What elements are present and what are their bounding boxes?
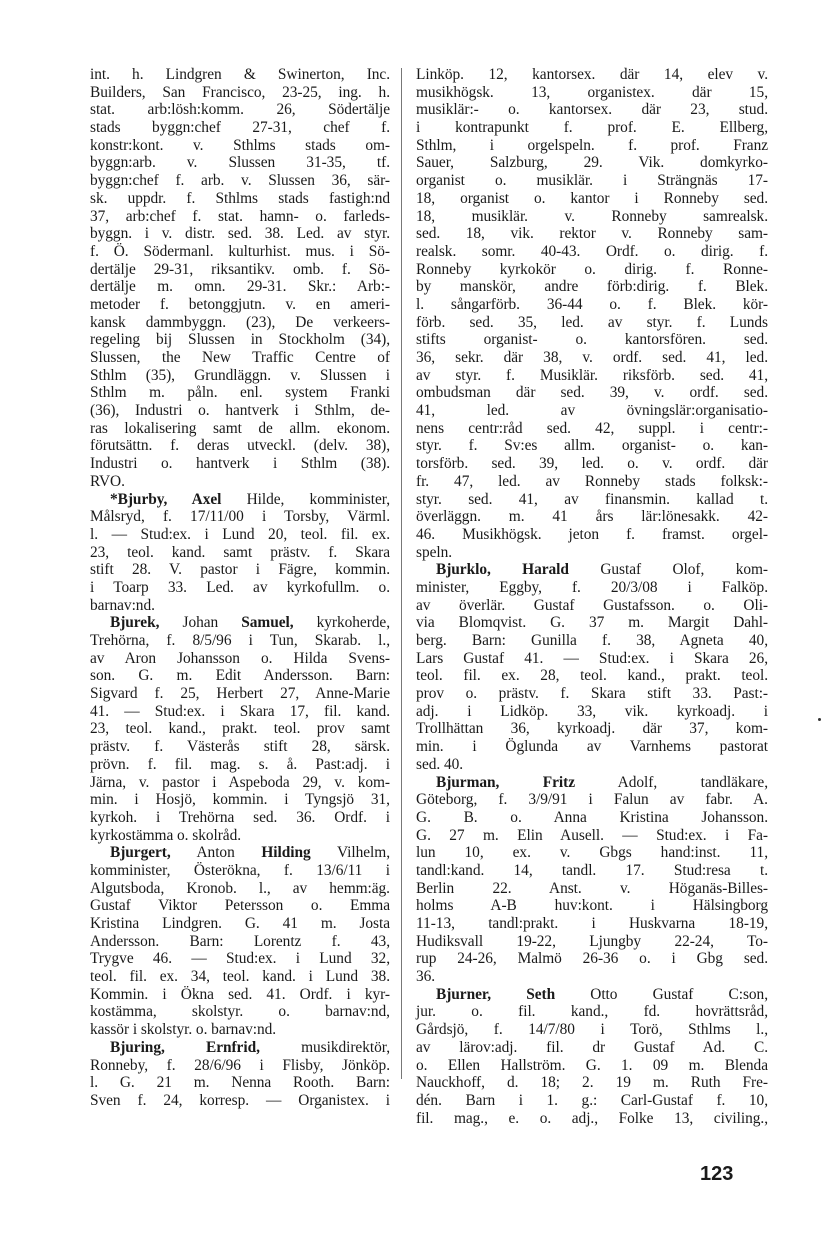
text-line: [416, 862, 768, 880]
text-line: [90, 968, 390, 986]
entry-text: nens centr:råd sed. 42, suppl. i centr:-: [416, 419, 768, 437]
entry-text: i Toarp 33. Led. av kyrkofullm. o.: [90, 578, 390, 596]
entry-text: musikdirektör,: [259, 1038, 390, 1056]
text-line: [416, 880, 768, 898]
text-line: [90, 844, 390, 862]
entry-text: av överlär. Gustaf Gustafsson. o. Oli-: [416, 596, 768, 614]
entry-text: Anton: [170, 844, 262, 862]
entry-text: Lars Gustaf 41. — Stud:ex. i Skara 26,: [416, 649, 768, 667]
text-line: [416, 349, 768, 367]
entry-text: Industri o. hantverk i Sthlm (38).: [90, 455, 390, 473]
text-line: [90, 314, 390, 332]
entry-text: Sauer, Salzburg, 29. Vik. domkyrko-: [416, 154, 768, 172]
entry-text: min. i Hosjö, kommin. i Tyngsjö 31,: [90, 791, 390, 809]
text-line: [416, 420, 768, 438]
entry-text: dertälje 29-31, riksantikv. omb. f. Sö-: [90, 260, 390, 278]
text-line: [90, 101, 390, 119]
text-line: [416, 314, 768, 332]
entry-text: Trehörna, f. 8/5/96 i Tun, Skarab. l.,: [90, 632, 390, 649]
text-line: [90, 66, 390, 84]
text-line: [90, 1039, 390, 1057]
entry-text: Gårdsjö, f. 14/7/80 i Torö, Sthlms l.,: [416, 1021, 768, 1039]
text-line: [416, 1039, 768, 1057]
text-line: [90, 1021, 390, 1039]
entry-text: Göteborg, f. 3/9/91 i Falun av fabr. A.: [416, 791, 768, 809]
text-line: [416, 1074, 768, 1092]
text-line: [416, 950, 768, 968]
text-line: [416, 720, 768, 738]
text-line: [90, 667, 390, 685]
entry-text: ras lokalisering samt de allm. ekonom.: [90, 419, 390, 437]
text-line: [90, 950, 390, 968]
entry-text: int. h. Lindgren & Swinerton, Inc.: [90, 66, 390, 83]
entry-text: Johan: [159, 614, 242, 632]
entry-text: berg. Barn: Gunilla f. 38, Agneta 40,: [416, 632, 768, 649]
entry-text: Linköp. 12, kantorsex. där 14, elev v.: [416, 66, 768, 83]
entry-text: Kommin. i Ökna sed. 41. Ordf. i kyr-: [90, 985, 390, 1003]
entry-text: regeling bij Slussen in Stockholm (34),: [90, 331, 390, 349]
text-line: [416, 1003, 768, 1021]
entry-text: Gustaf Viktor Petersson o. Emma: [90, 897, 390, 915]
text-line: [416, 579, 768, 597]
entry-text: lun 10, ex. v. Gbgs hand:inst. 11,: [416, 844, 768, 862]
entry-text: stifts organist- o. kantorsfören. sed.: [416, 331, 768, 349]
text-line: [90, 774, 390, 792]
entry-headword: Bjurklo, Harald: [436, 561, 569, 579]
entry-text: rup 24-26, Malmö 26-36 o. i Gbg sed.: [416, 950, 768, 968]
entry-text: (36), Industri o. hantverk i Sthlm, de-: [90, 402, 390, 420]
text-line: [90, 296, 390, 314]
entry-text: av styr. f. Musiklär. riksförb. sed. 41,: [416, 366, 768, 384]
text-line: [416, 278, 768, 296]
entry-text: min. i Öglunda av Varnhems pastorat: [416, 738, 768, 756]
text-line: [90, 720, 390, 738]
entry-text: Berlin 22. Anst. v. Höganäs-Billes-: [416, 879, 768, 897]
text-line: [90, 862, 390, 880]
text-line: [416, 154, 768, 172]
text-line: [90, 225, 390, 243]
entry-text: sk. uppdr. f. Sthlms stads fastigh:nd: [90, 189, 390, 207]
text-line: [90, 791, 390, 809]
entry-text: jur. o. fil. kand., fd. hovrättsråd,: [416, 1003, 768, 1021]
entry-text: G. B. o. Anna Kristina Johansson.: [416, 808, 768, 826]
text-line: [90, 809, 390, 827]
entry-text: Sigvard f. 25, Herbert 27, Anne-Marie: [90, 685, 390, 703]
entry-text: fr. 47, led. av Ronneby stads folksk:-: [416, 472, 768, 490]
text-line: [416, 774, 768, 792]
entry-headword: Hilding: [261, 844, 311, 862]
entry-text: musiklär:- o. kantorsex. där 23, stud.: [416, 101, 768, 119]
text-line: [416, 367, 768, 385]
entry-headword: *Bjurby, Axel: [110, 490, 222, 508]
entry-text: son. G. m. Edit Andersson. Barn:: [90, 667, 390, 685]
entry-text: styr. sed. 41, av finansmin. kallad t.: [416, 490, 768, 508]
entry-text: barnav:nd.: [90, 596, 155, 614]
entry-text: i kontrapunkt f. prof. E. Ellberg,: [416, 119, 768, 137]
text-line: [416, 650, 768, 668]
entry-text: speln.: [416, 543, 453, 561]
entry-text: 18, organist o. kantor i Ronneby sed.: [416, 189, 768, 207]
entry-text: kassör i skolstyr. o. barnav:nd.: [90, 1021, 277, 1039]
entry-text: Gustaf Olof, kom-: [568, 561, 768, 579]
text-line: [416, 243, 768, 261]
entry-text: holms A-B huv:kont. i Hälsingborg: [416, 897, 768, 915]
text-line: [416, 632, 768, 650]
text-line: [416, 384, 768, 402]
entry-text: Målsryd, f. 17/11/00 i Torsby, Värml.: [90, 508, 390, 526]
entry-text: 36, sekr. där 38, v. ordf. sed. 41, led.: [416, 349, 768, 366]
text-line: [90, 455, 390, 473]
entry-text: 11-13, tandl:prakt. i Huskvarna 18-19,: [416, 915, 768, 932]
entry-text: f. Ö. Södermanl. kulturhist. mus. i Sö-: [90, 242, 390, 260]
entry-text: Vilhelm,: [310, 844, 390, 862]
text-line: [90, 703, 390, 721]
text-line: [90, 367, 390, 385]
text-line: [416, 491, 768, 509]
text-line: [416, 225, 768, 243]
entry-text: styr. f. Sv:es allm. organist- o. kan-: [416, 437, 768, 455]
entry-text: Algutsboda, Kronob. l., av hemm:äg.: [90, 879, 390, 897]
text-line: [416, 791, 768, 809]
text-line: [90, 473, 390, 491]
entry-text: stat. arb:lösh:komm. 26, Södertälje: [90, 101, 390, 119]
text-line: [416, 1057, 768, 1075]
text-line: [416, 526, 768, 544]
entry-text: realsk. somr. 40-43. Ordf. o. dirig. f.: [416, 242, 768, 260]
entry-text: G. 27 m. Elin Ausell. — Stud:ex. i Fa-: [416, 826, 768, 844]
text-line: [90, 1092, 390, 1110]
text-line: [416, 544, 768, 562]
entry-text: Adolf, tandläkare,: [575, 773, 768, 791]
entry-text: sed. 40.: [416, 755, 464, 773]
text-line: [416, 208, 768, 226]
text-line: [416, 508, 768, 526]
text-line: [416, 827, 768, 845]
right-column: [416, 66, 768, 1127]
entry-text: ombudsman där sed. 39, v. ordf. sed.: [416, 384, 768, 402]
entry-headword: Bjurek,: [110, 614, 160, 632]
entry-text: l. G. 21 m. Nenna Rooth. Barn:: [90, 1074, 390, 1092]
entry-text: Hilde, komminister,: [221, 490, 390, 508]
entry-text: stads byggn:chef 27-31, chef f.: [90, 119, 390, 137]
entry-text: Nauckhoff, d. 18; 2. 19 m. Ruth Fre-: [416, 1074, 768, 1092]
text-line: [416, 261, 768, 279]
entry-headword: Bjurner, Seth: [436, 985, 556, 1003]
entry-text: Kristina Lindgren. G. 41 m. Josta: [90, 915, 390, 932]
entry-headword: Samuel,: [241, 614, 294, 632]
text-line: [90, 526, 390, 544]
text-line: [90, 827, 390, 845]
text-line: [90, 84, 390, 102]
text-line: [416, 190, 768, 208]
entry-text: Sthlm m. påln. enl. system Franki: [90, 384, 390, 402]
entry-text: l. — Stud:ex. i Lund 20, teol. fil. ex.: [90, 525, 390, 543]
text-line: [416, 331, 768, 349]
text-line: [416, 1092, 768, 1110]
left-column: [90, 66, 390, 1110]
entry-text: o. Ellen Hallström. G. 1. 09 m. Blenda: [416, 1056, 768, 1074]
text-line: [90, 897, 390, 915]
text-line: [90, 915, 390, 933]
entry-text: RVO.: [90, 472, 125, 490]
entry-text: Sven f. 24, korresp. — Organistex. i: [90, 1091, 390, 1109]
text-line: [90, 597, 390, 615]
text-line: [90, 1003, 390, 1021]
entry-text: av lärov:adj. fil. dr Gustaf Ad. C.: [416, 1038, 768, 1056]
text-line: [416, 844, 768, 862]
entry-text: förb. sed. 35, led. av styr. f. Lunds: [416, 313, 768, 331]
entry-text: 37, arb:chef f. stat. hamn- o. farleds-: [90, 207, 390, 225]
entry-text: adj. i Lidköp. 33, vik. kyrkoadj. i: [416, 702, 768, 720]
text-line: [416, 809, 768, 827]
text-line: [90, 933, 390, 951]
text-line: [90, 579, 390, 597]
text-line: [416, 137, 768, 155]
text-line: [416, 119, 768, 137]
text-line: [416, 473, 768, 491]
text-line: [416, 703, 768, 721]
text-line: [90, 208, 390, 226]
text-line: [416, 915, 768, 933]
entry-text: byggn:chef f. arb. v. Slussen 36, sär-: [90, 172, 390, 190]
entry-text: musikhögsk. 13, organistex. där 15,: [416, 83, 768, 101]
entry-text: minister, Eggby, f. 20/3/08 i Falköp.: [416, 578, 768, 596]
entry-text: byggn. i v. distr. sed. 38. Led. av styr.: [90, 225, 390, 243]
entry-text: fil. mag., e. o. adj., Folke 13, civiling.,: [416, 1109, 768, 1127]
entry-text: kyrkoh. i Trehörna sed. 36. Ordf. i: [90, 808, 390, 826]
entry-text: l. sångarförb. 36-44 o. f. Blek. kör-: [416, 295, 768, 313]
text-line: [90, 243, 390, 261]
entry-text: via Blomqvist. G. 37 m. Margit Dahl-: [416, 614, 768, 632]
entry-text: teol. fil. ex. 28, teol. kand., prakt. teol.: [416, 667, 768, 685]
entry-text: kansk dammbyggn. (23), De verkeers-: [90, 313, 390, 331]
text-line: [90, 738, 390, 756]
text-line: [416, 897, 768, 915]
text-line: [416, 296, 768, 314]
text-line: [90, 137, 390, 155]
entry-text: stift 28. V. pastor i Fägre, kommin.: [90, 561, 390, 579]
entry-text: 41. — Stud:ex. i Skara 17, fil. kand.: [90, 702, 390, 720]
text-line: [90, 1074, 390, 1092]
entry-text: byggn:arb. v. Slussen 31-35, tf.: [90, 154, 390, 172]
text-line: [90, 1057, 390, 1075]
text-line: [90, 508, 390, 526]
text-line: [90, 154, 390, 172]
entry-text: Andersson. Barn: Lorentz f. 43,: [90, 932, 390, 950]
text-line: [416, 968, 768, 986]
entry-text: 41, led. av övningslär:organisatio-: [416, 402, 768, 420]
entry-text: 36.: [416, 968, 436, 986]
entry-text: Slussen, the New Traffic Centre of: [90, 349, 390, 366]
entry-text: 46. Musikhögsk. jeton f. framst. orgel-: [416, 525, 768, 543]
text-line: [90, 561, 390, 579]
text-line: [90, 880, 390, 898]
entry-text: Ronneby kyrkokör o. dirig. f. Ronne-: [416, 260, 768, 278]
text-line: [416, 402, 768, 420]
margin-dot: [818, 718, 821, 721]
entry-text: dertälje m. omn. 29-31. Skr.: Arb:-: [90, 278, 390, 296]
entry-text: torsförb. sed. 39, led. o. v. ordf. där: [416, 455, 768, 473]
text-line: [416, 66, 768, 84]
text-line: [416, 1110, 768, 1128]
text-line: [90, 402, 390, 420]
entry-headword: Bjuring, Ernfrid,: [110, 1038, 260, 1056]
entry-text: Trollhättan 36, kyrkoadj. där 37, kom-: [416, 720, 768, 738]
entry-text: kyrkoherde,: [293, 614, 390, 632]
entry-text: 23, teol. kand., prakt. teol. prov samt: [90, 720, 390, 738]
text-line: [90, 384, 390, 402]
text-line: [416, 738, 768, 756]
entry-text: Ronneby, f. 28/6/96 i Flisby, Jönköp.: [90, 1056, 390, 1074]
entry-headword: Bjurgert,: [110, 844, 171, 862]
text-line: [416, 614, 768, 632]
entry-text: prästv. f. Västerås stift 28, särsk.: [90, 738, 390, 756]
text-line: [90, 349, 390, 367]
entry-text: Trygve 46. — Stud:ex. i Lund 32,: [90, 950, 390, 968]
entry-text: organist o. musiklär. i Strängnäs 17-: [416, 172, 768, 190]
text-line: [416, 986, 768, 1004]
entry-text: kyrkostämma o. skolråd.: [90, 826, 242, 844]
text-line: [90, 119, 390, 137]
entry-text: Builders, San Francisco, 23-25, ing. h.: [90, 83, 390, 101]
text-line: [90, 331, 390, 349]
text-line: [416, 933, 768, 951]
text-line: [90, 420, 390, 438]
text-line: [90, 172, 390, 190]
entry-text: 23, teol. kand. samt prästv. f. Skara: [90, 543, 390, 561]
entry-text: tandl:kand. 14, tandl. 17. Stud:resa t.: [416, 861, 768, 879]
entry-text: Järna, v. pastor i Aspeboda 29, v. kom-: [90, 773, 390, 791]
entry-text: by manskör, andre förb:dirig. f. Blek.: [416, 278, 768, 296]
page-number: 123: [700, 1163, 734, 1185]
entry-text: prov o. prästv. f. Skara stift 33. Past:-: [416, 685, 768, 703]
entry-text: 18, musiklär. v. Ronneby samrealsk.: [416, 207, 768, 225]
text-line: [416, 667, 768, 685]
entry-text: prövn. f. fil. mag. s. å. Past:adj. i: [90, 755, 390, 773]
text-line: [416, 1021, 768, 1039]
text-line: [416, 685, 768, 703]
text-line: [416, 172, 768, 190]
entry-text: metoder f. betonggjutn. v. en ameri-: [90, 295, 390, 313]
text-line: [90, 685, 390, 703]
entry-text: komminister, Österökna, f. 13/6/11 i: [90, 861, 390, 879]
entry-text: Otto Gustaf C:son,: [555, 985, 768, 1003]
text-line: [416, 561, 768, 579]
entry-text: av Aron Johansson o. Hilda Svens-: [90, 649, 390, 667]
entry-text: konstr:kont. v. Sthlms stads om-: [90, 136, 390, 154]
entry-text: teol. fil. ex. 34, teol. kand. i Lund 38.: [90, 968, 390, 986]
text-line: [416, 84, 768, 102]
entry-headword: Bjurman, Fritz: [436, 773, 576, 791]
text-line: [90, 632, 390, 650]
text-line: [416, 437, 768, 455]
entry-text: Hudiksvall 19-22, Ljungby 22-24, To-: [416, 932, 768, 950]
text-line: [90, 614, 390, 632]
text-line: [416, 597, 768, 615]
entry-text: förutsättn. f. deras utveckl. (delv. 38),: [90, 437, 390, 455]
entry-text: dén. Barn i 1. g.: Carl-Gustaf f. 10,: [416, 1091, 768, 1109]
text-line: [90, 756, 390, 774]
text-line: [416, 756, 768, 774]
entry-text: kostämma, skolstyr. o. barnav:nd,: [90, 1003, 390, 1021]
text-line: [90, 650, 390, 668]
text-line: [416, 455, 768, 473]
entry-text: Sthlm (35), Grundläggn. v. Slussen i: [90, 366, 390, 384]
text-line: [90, 986, 390, 1004]
text-line: [90, 544, 390, 562]
text-line: [90, 190, 390, 208]
entry-text: sed. 18, vik. rektor v. Ronneby sam-: [416, 225, 768, 243]
entry-text: Sthlm, i orgelspeln. f. prof. Franz: [416, 136, 768, 154]
text-line: [90, 261, 390, 279]
column-divider: [401, 68, 402, 1079]
text-line: [90, 491, 390, 509]
text-line: [90, 437, 390, 455]
text-line: [90, 278, 390, 296]
text-line: [416, 101, 768, 119]
entry-text: överläggn. m. 41 års lär:lönesakk. 42-: [416, 508, 768, 526]
